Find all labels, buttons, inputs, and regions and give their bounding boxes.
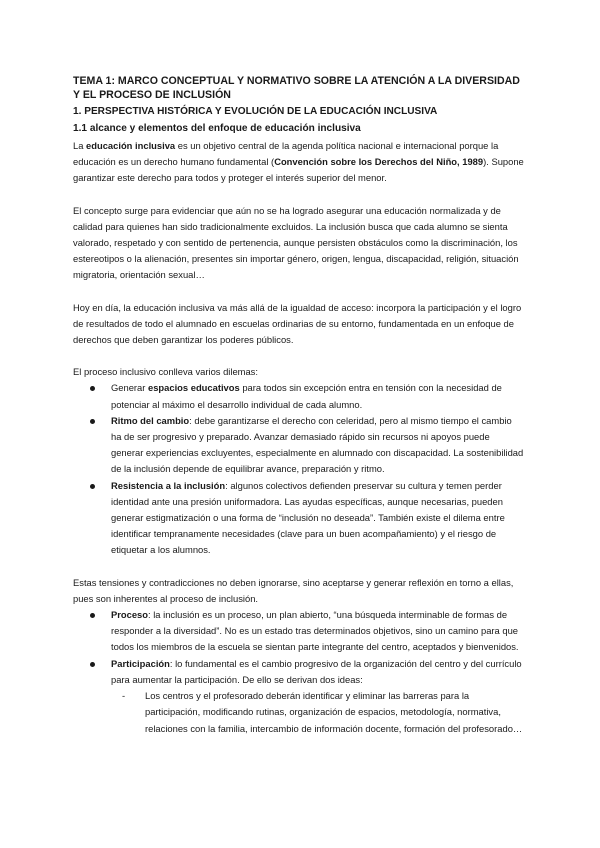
- paragraph-today: Hoy en día, la educación inclusiva va más allá de la igualdad de acceso: incorpora la participación y el logro de resultados de todo el alumnado en escuelas ordinarias de su entorno, fundamentada en un enfoque de derechos que deben garantizar los poderes públicos.: [73, 301, 522, 346]
- list-item: Generar espacios educativos para todos sin excepción entra en tensión con la necesidad de potenciar al máximo el desarrollo individual de cada alumno.: [73, 380, 524, 412]
- dash-icon: -: [122, 690, 126, 702]
- bullet-icon: [90, 662, 95, 667]
- bullet-icon: [90, 484, 95, 489]
- bullet-icon: [90, 386, 95, 391]
- list-item: Participación: lo fundamental es el cambio progresivo de la organización del centro y del currículo para aumentar la participación. De ello se derivan dos ideas: - Los centros y el profesorado deberán identificar y eliminar las barreras para la participación, modificando rutinas, organización de espacios, metodología, normativa, relaciones con la familia, intercambio de información docente, formación del profesorado…: [73, 656, 524, 737]
- sub-list: [111, 688, 524, 737]
- paragraph-tensions: Estas tensiones y contradicciones no deben ignorarse, sino aceptarse y generar reflexión en torno a ellas, pues son inherentes al proceso de inclusión.: [73, 576, 514, 604]
- bullet-icon: [90, 613, 95, 618]
- paragraph-dilemmas-intro: El proceso inclusivo conlleva varios dilemas:: [73, 366, 258, 378]
- sub-list-item: - Los centros y el profesorado deberán identificar y eliminar las barreras para la participación, modificando rutinas, organización de espacios, metodología, normativa, relaciones con la familia, intercambio de información docente, formación del profesorado…: [122, 690, 523, 734]
- paragraph-inclusive-education: La educación inclusiva es un objetivo central de la agenda política nacional e internacional porque la educación es un derecho humano fundamental (Convención sobre los Derechos del Niño, 1989). Supone garantizar este derecho para todos y proteger el interés superior del menor.: [73, 140, 524, 184]
- ideas-list: [73, 607, 524, 737]
- section-heading-1: 1. PERSPECTIVA HISTÓRICA Y EVOLUCIÓN DE LA EDUCACIÓN INCLUSIVA: [73, 106, 438, 117]
- bullet-icon: [90, 419, 95, 424]
- document-title: TEMA 1: MARCO CONCEPTUAL Y NORMATIVO SOBRE LA ATENCIÓN A LA DIVERSIDAD Y EL PROCESO DE INCLUSIÓN: [73, 75, 520, 101]
- list-item: Ritmo del cambio: debe garantizarse el derecho con celeridad, pero al mismo tiempo el cambio ha de ser progresivo y preparado. Avanzar demasiado rápido sin recursos ni apoyos puede generar experiencias excluyentes, especialmente en alumnado con discapacidad. La sostenibilidad de la inclusión depende de equilibrar avance, preparación y ritmo.: [73, 413, 524, 478]
- subsection-heading-1-1: 1.1 alcance y elementos del enfoque de educación inclusiva: [73, 123, 361, 134]
- dilemmas-list: [73, 380, 524, 558]
- list-item: Proceso: la inclusión es un proceso, un plan abierto, “una búsqueda interminable de formas de responder a la diversidad”. No es un estado tras determinados objetivos, sino un camino para que todos los miembros de la escuela se sientan parte integrante del centro, aceptados y bienvenidos.: [73, 607, 524, 656]
- paragraph-concept-origin: El concepto surge para evidenciar que aún no se ha logrado asegurar una educación normalizada y de calidad para quienes han sido tradicionalmente excluidos. La inclusión busca que cada alumno se sienta valorado, respetado y con sentido de pertenencia, aunque persisten obstáculos como la discriminación, los estereotipos o la alienación, presentes sin importar género, origen, lengua, discapacidad, religión, situación migratoria, orientación sexual…: [73, 204, 519, 281]
- list-item: Resistencia a la inclusión: algunos colectivos defienden preservar su cultura y temen perder identidad ante una presión uniformadora. Las ayudas específicas, aunque necesarias, pueden generar estigmatización o una forma de “inclusión no deseada”. También existe el dilema entre identificar tempranamente necesidades (clave para un buen acompañamiento) y el riesgo de etiquetar a los alumnos.: [73, 478, 524, 559]
